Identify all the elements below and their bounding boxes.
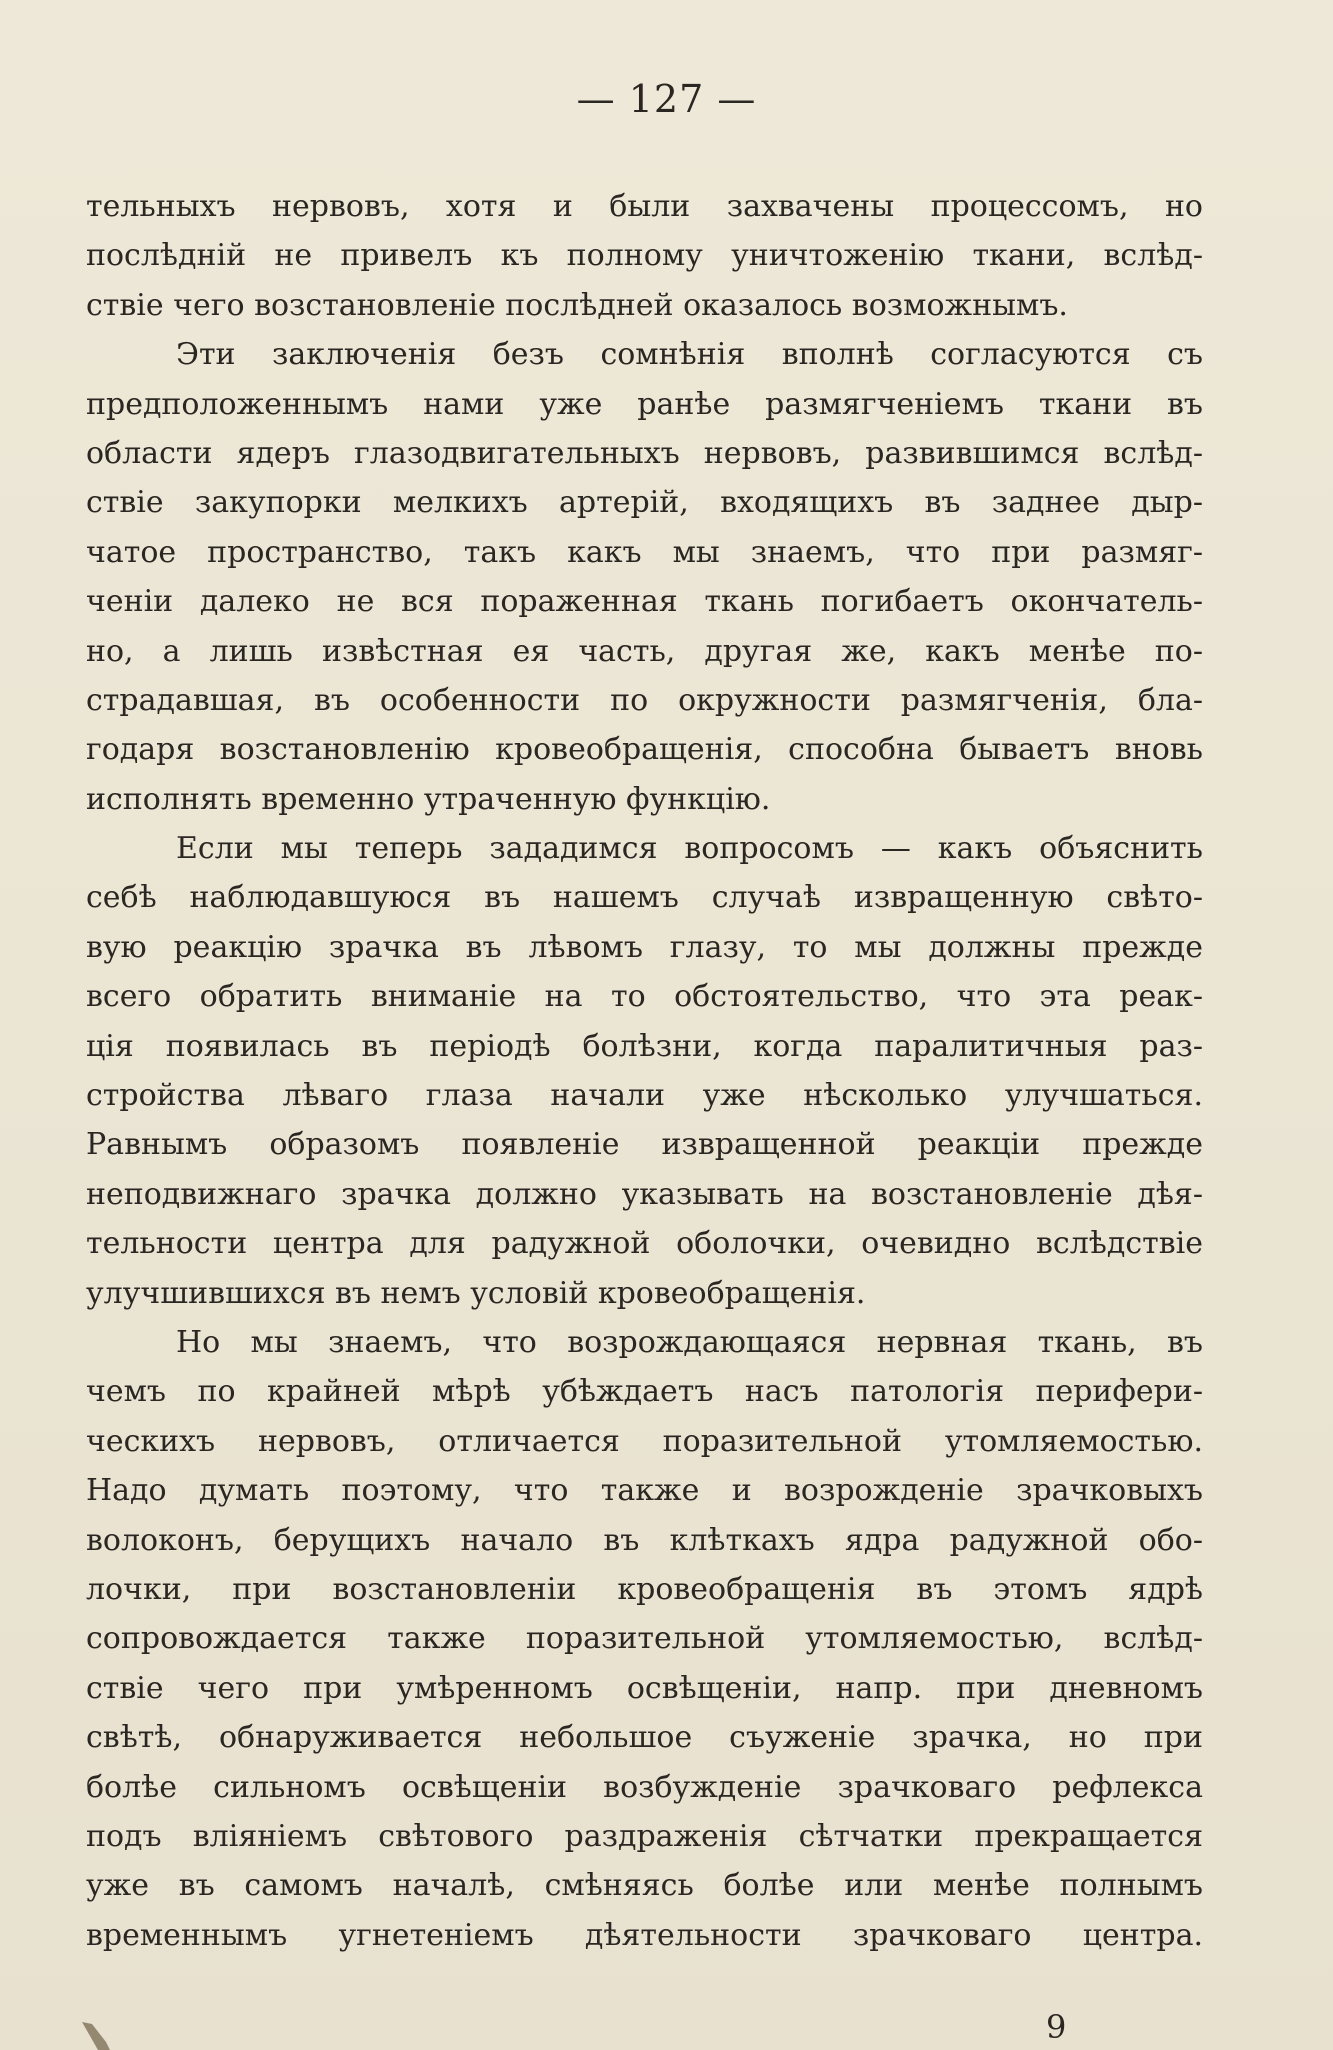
- text-line: но, а лишь извѣстная ея часть, другая же, какъ менѣе по-: [86, 633, 1203, 669]
- text-line: ченіи далеко не вся пораженная ткань погибаетъ окончатель-: [86, 584, 1203, 620]
- text-line: уже въ самомъ началѣ, смѣняясь болѣе или менѣе полнымъ: [86, 1868, 1203, 1904]
- text-line: себѣ наблюдавшуюся въ нашемъ случаѣ извращенную свѣто-: [86, 880, 1203, 916]
- text-line: свѣтѣ, обнаруживается небольшое съуженіе зрачка, но при: [86, 1720, 1203, 1756]
- text-line: ствіе закупорки мелкихъ артерій, входящихъ въ заднее дыр-: [86, 485, 1203, 521]
- text-line: ствіе чего возстановленіе послѣдней оказалось возможнымъ.: [86, 287, 1068, 323]
- text-line: области ядеръ глазодвигательныхъ нервовъ, развившимся вслѣд-: [86, 435, 1203, 471]
- text-line: чемъ по крайней мѣрѣ убѣждаетъ насъ патологія перифери-: [86, 1374, 1203, 1410]
- page-number: — 127 —: [576, 77, 757, 121]
- text-line: подъ вліяніемъ свѣтового раздраженія сѣтчатки прекращается: [86, 1818, 1203, 1854]
- text-line: вую реакцію зрачка въ лѣвомъ глазу, то мы должны прежде: [86, 929, 1203, 965]
- text-line: тельности центра для радужной оболочки, очевидно вслѣдствіе: [86, 1226, 1203, 1262]
- text-line: ческихъ нервовъ, отличается поразительной утомляемостью.: [86, 1423, 1203, 1459]
- text-line: улучшившихся въ немъ условій кровеобращенія.: [86, 1275, 866, 1311]
- text-line: Равнымъ образомъ появленіе извращенной реакціи прежде: [86, 1127, 1203, 1163]
- page-corner-stain-icon: [80, 2020, 122, 2050]
- text-line: Но мы знаемъ, что возрождающаяся нервная ткань, въ: [176, 1324, 1203, 1360]
- text-line: Эти заключенія безъ сомнѣнія вполнѣ согласуются съ: [176, 337, 1203, 373]
- text-line: стройства лѣваго глаза начали уже нѣсколько улучшаться.: [86, 1078, 1203, 1114]
- text-line: ція появилась въ періодѣ болѣзни, когда паралитичныя раз-: [86, 1028, 1203, 1064]
- text-line: предположеннымъ нами уже ранѣе размягченіемъ ткани въ: [86, 386, 1203, 422]
- text-line: ствіе чего при умѣренномъ освѣщеніи, напр. при дневномъ: [86, 1670, 1203, 1706]
- text-line: волоконъ, берущихъ начало въ клѣткахъ ядра радужной обо-: [86, 1522, 1203, 1558]
- text-line: чатое пространство, такъ какъ мы знаемъ, что при размяг-: [86, 534, 1203, 570]
- text-line: годаря возстановленію кровеобращенія, способна бываетъ вновь: [86, 732, 1203, 768]
- text-line: всего обратить вниманіе на то обстоятельство, что эта реак-: [86, 979, 1203, 1015]
- text-line: болѣе сильномъ освѣщеніи возбужденіе зрачковаго рефлекса: [86, 1769, 1203, 1805]
- signature-mark: 9: [1046, 2008, 1067, 2046]
- body-text: [86, 182, 1203, 1960]
- text-line: неподвижнаго зрачка должно указывать на возстановленіе дѣя-: [86, 1176, 1203, 1212]
- text-line: сопровождается также поразительной утомляемостью, вслѣд-: [86, 1621, 1203, 1657]
- text-line: временнымъ угнетеніемъ дѣятельности зрачковаго центра.: [86, 1917, 1203, 1953]
- text-line: лочки, при возстановленіи кровеобращенія въ этомъ ядрѣ: [86, 1571, 1203, 1607]
- text-line: тельныхъ нервовъ, хотя и были захвачены процессомъ, но: [86, 189, 1203, 224]
- text-line: Надо думать поэтому, что также и возрожденіе зрачковыхъ: [86, 1473, 1203, 1509]
- text-line: Если мы теперь зададимся вопросомъ — какъ объяснить: [176, 831, 1203, 867]
- text-line: исполнять временно утраченную функцію.: [86, 781, 771, 817]
- text-line: страдавшая, въ особенности по окружности размягченія, бла-: [86, 682, 1203, 718]
- text-line: послѣдній не привелъ къ полному уничтоженію ткани, вслѣд-: [86, 238, 1203, 274]
